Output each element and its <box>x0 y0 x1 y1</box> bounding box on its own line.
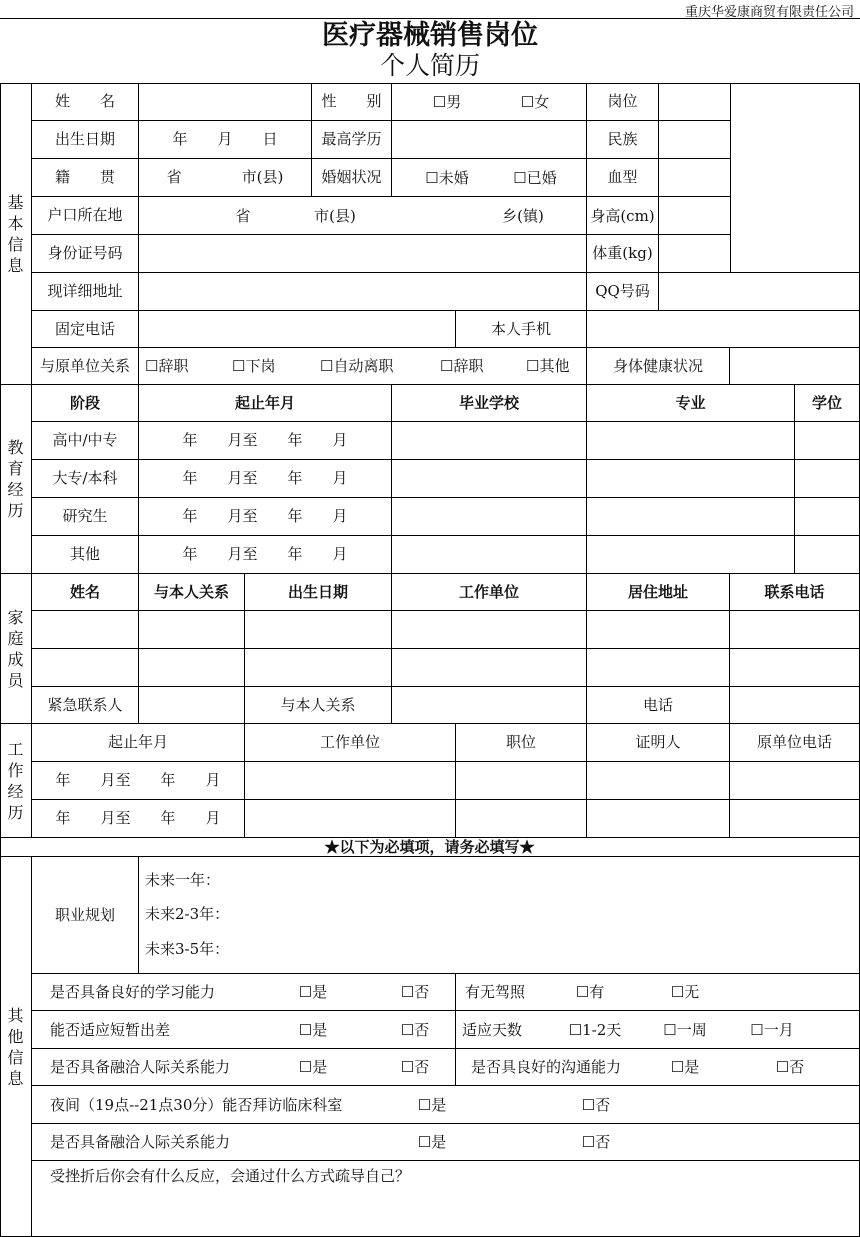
marital-label: 婚姻状况 <box>312 159 392 197</box>
work-cell[interactable] <box>245 762 456 800</box>
education-header-2: 起止年月 <box>139 385 392 422</box>
section-label-education: 教育经历 <box>0 385 32 574</box>
education-header-1: 阶段 <box>32 385 139 422</box>
company-name: 重庆华爱康商贸有限责任公司 <box>684 5 854 20</box>
travel-days-option: ☐一月 <box>750 1020 794 1039</box>
education-period[interactable]: 年 月至 年 月 <box>139 460 392 498</box>
gender-female-checkbox: ☐女 <box>520 92 550 111</box>
education-school-field[interactable] <box>392 498 587 536</box>
height-label: 身高(cm) <box>587 197 659 235</box>
career-plan-item: 未来2-3年： <box>145 905 230 924</box>
night-visit-yes-checkbox: ☐是 <box>417 1095 447 1114</box>
section-label-family: 家庭成员 <box>0 574 32 724</box>
work-cell[interactable] <box>245 800 456 838</box>
mobile-field[interactable] <box>587 311 860 348</box>
career-plan-item: 未来3-5年： <box>145 940 230 959</box>
emergency-contact-field[interactable] <box>139 687 245 724</box>
hukou-province-text: 省 <box>235 206 251 225</box>
address-label: 现详细地址 <box>32 273 139 311</box>
education-header-4: 专业 <box>587 385 795 422</box>
work-header-2: 工作单位 <box>245 724 456 762</box>
section-label-work: 工作经历 <box>0 724 32 838</box>
education-major-field[interactable] <box>587 422 795 460</box>
travel-days-option: ☐一周 <box>663 1020 707 1039</box>
education-degree-field[interactable] <box>795 498 860 536</box>
communication-question: 是否具良好的沟通能力 <box>470 1058 621 1076</box>
education-stage: 高中/中专 <box>32 422 139 460</box>
family-cell[interactable] <box>245 649 392 687</box>
education-period[interactable]: 年 月至 年 月 <box>139 498 392 536</box>
family-cell[interactable] <box>139 611 245 649</box>
education-major-field[interactable] <box>587 536 795 574</box>
career-plan-field[interactable] <box>139 857 860 974</box>
license-none-checkbox: ☐无 <box>670 983 700 1001</box>
weight-field[interactable] <box>659 235 731 273</box>
name-label: 姓 名 <box>32 83 139 121</box>
education-header-3: 毕业学校 <box>392 385 587 422</box>
section-label-basic: 基本信息 <box>0 83 32 385</box>
work-cell[interactable] <box>730 800 860 838</box>
education-level-label: 最高学历 <box>312 121 392 159</box>
family-header-2: 与本人关系 <box>139 574 245 611</box>
family-header-4: 工作单位 <box>392 574 587 611</box>
work-cell[interactable] <box>730 762 860 800</box>
travel-no-checkbox: ☐否 <box>400 1020 430 1039</box>
emergency-contact-label: 紧急联系人 <box>32 687 139 724</box>
work-cell[interactable] <box>456 762 587 800</box>
height-field[interactable] <box>659 197 731 235</box>
communication-yes-checkbox: ☐是 <box>670 1058 700 1076</box>
ethnicity-label: 民族 <box>587 121 659 159</box>
education-header-5: 学位 <box>795 385 860 422</box>
form-title: 医疗器械销售岗位 <box>322 20 538 51</box>
work-header-5: 原单位电话 <box>730 724 860 762</box>
work-cell[interactable] <box>456 800 587 838</box>
id-number-label: 身份证号码 <box>32 235 139 273</box>
family-header-6: 联系电话 <box>730 574 860 611</box>
family-cell[interactable] <box>32 649 139 687</box>
mobile-label: 本人手机 <box>456 311 587 348</box>
license-question-text: 有无驾照 <box>464 983 525 1001</box>
work-cell[interactable] <box>587 762 730 800</box>
setback-question: 受挫折后你会有什么反应，会通过什么方式疏导自己？ <box>50 1166 411 1185</box>
education-stage: 研究生 <box>32 498 139 536</box>
education-school-field[interactable] <box>392 422 587 460</box>
gender-label: 性 别 <box>312 83 392 121</box>
learning-yes-checkbox: ☐是 <box>298 983 328 1001</box>
qq-field[interactable] <box>659 273 860 311</box>
native-place-field[interactable]: 省 市(县) <box>139 159 312 197</box>
qq-label: QQ号码 <box>587 273 659 311</box>
weight-label: 体重(kg) <box>587 235 659 273</box>
marital-single-checkbox: ☐未婚 <box>425 168 469 187</box>
relation-option-checkbox: ☐下岗 <box>232 357 276 375</box>
required-notice: ★以下为必填项，请务必填写★ <box>0 838 860 857</box>
ethnicity-field[interactable] <box>659 121 731 159</box>
education-stage: 其他 <box>32 536 139 574</box>
landline-field[interactable] <box>139 311 456 348</box>
relations-yes-checkbox: ☐是 <box>298 1058 328 1076</box>
emergency-relation-field[interactable] <box>392 687 587 724</box>
emergency-phone-label: 电话 <box>587 687 730 724</box>
family-cell[interactable] <box>245 611 392 649</box>
work-period[interactable]: 年 月至 年 月 <box>32 800 245 838</box>
health-status-field[interactable] <box>730 348 860 385</box>
work-cell[interactable] <box>587 800 730 838</box>
education-major-field[interactable] <box>587 460 795 498</box>
birth-label: 出生日期 <box>32 121 139 159</box>
position-label: 岗位 <box>587 83 659 121</box>
landline-label: 固定电话 <box>32 311 139 348</box>
section-label-other: 其他信息 <box>0 857 32 1237</box>
education-school-field[interactable] <box>392 460 587 498</box>
night-visit-question: 夜间（19点--21点30分）能否拜访临床科室 <box>50 1095 343 1114</box>
family-cell[interactable] <box>730 649 860 687</box>
relation-option-checkbox: ☐其他 <box>526 357 570 375</box>
hukou-town-text: 乡(镇) <box>502 206 544 225</box>
travel-days-option: ☐1-2天 <box>568 1020 622 1039</box>
travel-question: 能否适应短暂出差 <box>50 1020 171 1039</box>
position-field[interactable] <box>659 83 731 121</box>
relations2-no-checkbox: ☐否 <box>581 1133 611 1151</box>
family-cell[interactable] <box>392 611 587 649</box>
family-cell[interactable] <box>730 611 860 649</box>
education-level-field[interactable] <box>392 121 587 159</box>
health-status-label: 身体健康状况 <box>587 348 730 385</box>
learning-ability-question: 是否具备良好的学习能力 <box>50 983 216 1001</box>
career-plan-label: 职业规划 <box>32 857 139 974</box>
family-header-1: 姓名 <box>32 574 139 611</box>
blood-type-label: 血型 <box>587 159 659 197</box>
gender-male-checkbox: ☐男 <box>432 92 462 111</box>
emergency-phone-field[interactable] <box>730 687 860 724</box>
family-cell[interactable] <box>32 611 139 649</box>
form-subtitle: 个人简历 <box>379 51 480 80</box>
address-field[interactable] <box>139 273 587 311</box>
relations-question: 是否具备融洽人际关系能力 <box>50 1058 231 1076</box>
relation-option-checkbox: ☐辞职 <box>440 357 484 375</box>
id-number-field[interactable] <box>139 235 587 273</box>
hukou-label: 户口所在地 <box>32 197 139 235</box>
relation-option-checkbox: ☐自动离职 <box>320 357 394 375</box>
education-degree-field[interactable] <box>795 422 860 460</box>
marital-married-checkbox: ☐已婚 <box>513 168 557 187</box>
emergency-relation-label: 与本人关系 <box>245 687 392 724</box>
education-school-field[interactable] <box>392 536 587 574</box>
communication-no-checkbox: ☐否 <box>775 1058 805 1076</box>
native-place-label: 籍 贯 <box>32 159 139 197</box>
travel-yes-checkbox: ☐是 <box>298 1020 328 1039</box>
photo-area[interactable] <box>731 83 860 273</box>
relations2-yes-checkbox: ☐是 <box>417 1133 447 1151</box>
family-cell[interactable] <box>139 649 245 687</box>
night-visit-no-checkbox: ☐否 <box>581 1095 611 1114</box>
name-field[interactable] <box>139 83 312 121</box>
work-header-4: 证明人 <box>587 724 730 762</box>
relations2-question: 是否具备融洽人际关系能力 <box>50 1133 231 1151</box>
education-major-field[interactable] <box>587 498 795 536</box>
education-degree-field[interactable] <box>795 536 860 574</box>
travel-days-label: 适应天数 <box>461 1020 522 1039</box>
family-header-5: 居住地址 <box>587 574 730 611</box>
relation-option-checkbox: ☐辞职 <box>145 357 189 375</box>
birth-field[interactable]: 年 月 日 <box>139 121 312 159</box>
license-have-checkbox: ☐有 <box>575 983 605 1001</box>
education-period[interactable]: 年 月至 年 月 <box>139 536 392 574</box>
work-period[interactable]: 年 月至 年 月 <box>32 762 245 800</box>
family-cell[interactable] <box>587 611 730 649</box>
family-cell[interactable] <box>587 649 730 687</box>
blood-type-field[interactable] <box>659 159 731 197</box>
work-header-1: 起止年月 <box>32 724 245 762</box>
relations-no-checkbox: ☐否 <box>400 1058 430 1076</box>
family-header-3: 出生日期 <box>245 574 392 611</box>
learning-no-checkbox: ☐否 <box>400 983 430 1001</box>
work-header-3: 职位 <box>456 724 587 762</box>
family-cell[interactable] <box>392 649 587 687</box>
prev-employer-relation-label: 与原单位关系 <box>32 348 139 385</box>
education-stage: 大专/本科 <box>32 460 139 498</box>
career-plan-item: 未来一年： <box>145 870 221 889</box>
education-degree-field[interactable] <box>795 460 860 498</box>
hukou-city-text: 市(县) <box>314 206 356 225</box>
education-period[interactable]: 年 月至 年 月 <box>139 422 392 460</box>
